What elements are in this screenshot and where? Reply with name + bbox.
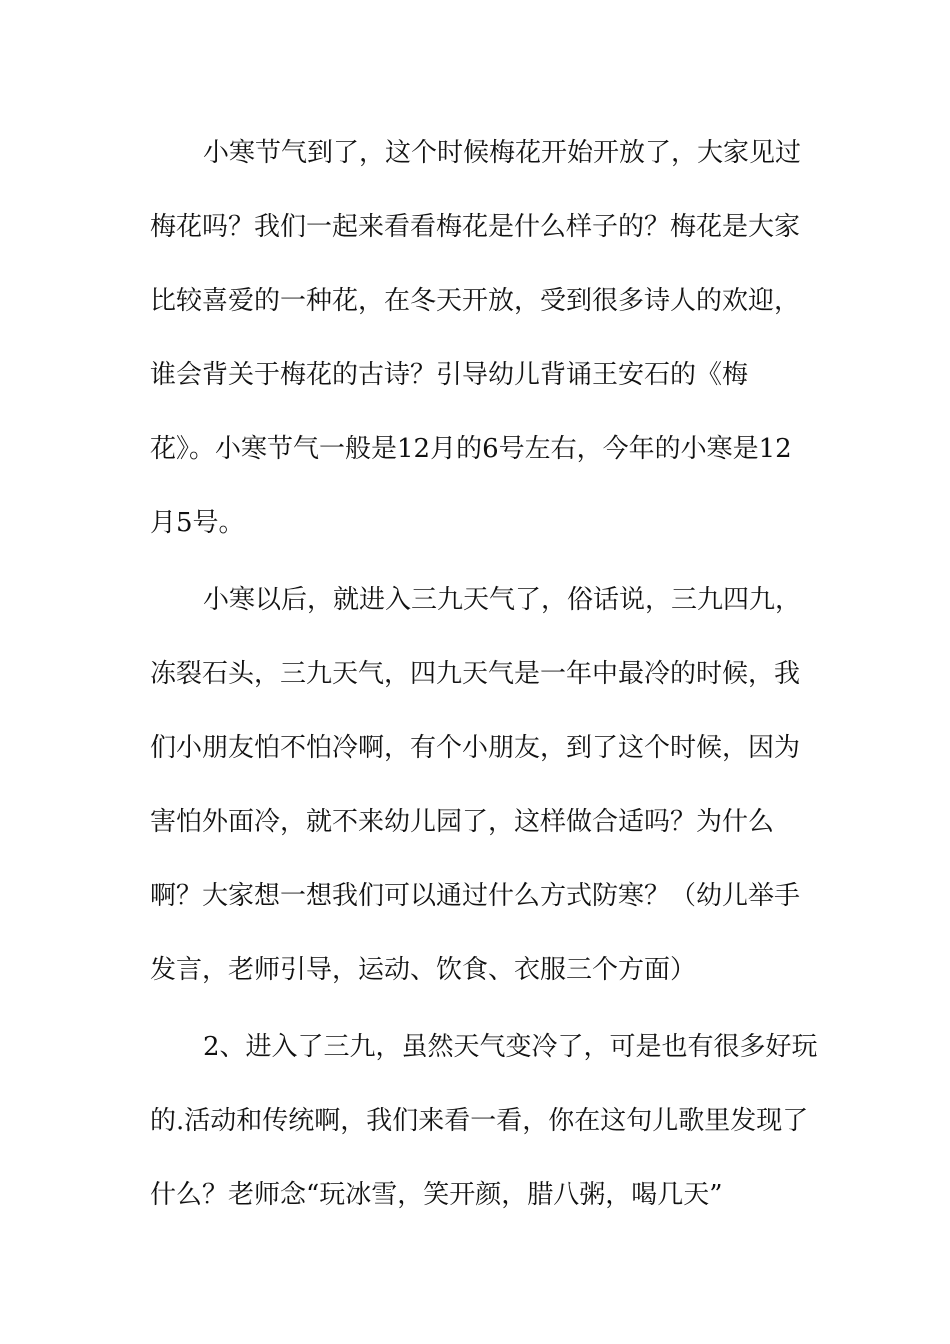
paragraph-2-line-5: 啊？大家想一想我们可以通过什么方式防寒？（幼儿举手 bbox=[150, 881, 801, 911]
paragraph-2-line-6: 发言，老师引导，运动、饮食、衣服三个方面） bbox=[150, 955, 697, 985]
paragraph-3-line-2: 的.活动和传统啊，我们来看一看，你在这句儿歌里发现了 bbox=[150, 1106, 809, 1136]
paragraph-2-line-4: 害怕外面冷，就不来幼儿园了，这样做合适吗？为什么 bbox=[150, 807, 775, 837]
paragraph-1-line-5: 花》。小寒节气一般是12月的6号左右，今年的小寒是12 bbox=[150, 434, 792, 464]
paragraph-3-line-1: 2、进入了三九，虽然天气变冷了，可是也有很多好玩 bbox=[203, 1032, 818, 1062]
paragraph-1-line-6: 月5号。 bbox=[150, 508, 245, 538]
paragraph-1-line-3: 比较喜爱的一种花，在冬天开放，受到很多诗人的欢迎， bbox=[150, 286, 801, 316]
paragraph-2-line-3: 们小朋友怕不怕冷啊，有个小朋友，到了这个时候，因为 bbox=[150, 733, 801, 763]
paragraph-2-line-2: 冻裂石头，三九天气，四九天气是一年中最冷的时候，我 bbox=[150, 659, 801, 689]
paragraph-3-line-3: 什么？老师念“玩冰雪，笑开颜，腊八粥，喝几天” bbox=[150, 1180, 723, 1210]
paragraph-1-line-1: 小寒节气到了，这个时候梅花开始开放了，大家见过 bbox=[203, 138, 802, 168]
paragraph-1-line-2: 梅花吗？我们一起来看看梅花是什么样子的？梅花是大家 bbox=[150, 212, 801, 242]
paragraph-2-line-1: 小寒以后，就进入三九天气了，俗话说，三九四九， bbox=[203, 585, 802, 615]
paragraph-1-line-4: 谁会背关于梅花的古诗？引导幼儿背诵王安石的《梅 bbox=[150, 360, 749, 390]
